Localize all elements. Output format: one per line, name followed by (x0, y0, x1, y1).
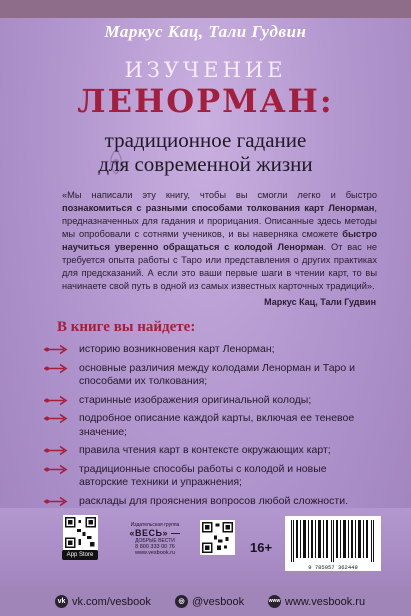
publisher-phone: 8 800 333 00 76 (135, 544, 175, 550)
quote-highlight: быстро научиться уверенно обращаться с колодой Ленорман (62, 229, 377, 252)
social-link-vk[interactable] (55, 595, 151, 608)
features-list (42, 343, 372, 513)
list-item-text: традиционные способы работы с колодой и новые авторские техники и упражнения; (79, 462, 327, 488)
vk-icon: vk (55, 595, 68, 608)
publisher-tagline: ДОБРЫЕ ВЕСТИ (135, 538, 175, 544)
instagram-icon: ◎ (175, 595, 188, 608)
list-item-text: расклады для прояснения вопросов любой сложности. (79, 494, 348, 507)
social-link-text: @vesbook (192, 595, 245, 608)
arrow-bullet-icon (42, 395, 72, 406)
authors: Маркус Кац, Тали Гудвин (104, 22, 307, 41)
globe-icon: www (268, 595, 281, 608)
isbn-digits: 9 785957 362449 (285, 564, 381, 571)
list-item (42, 394, 372, 408)
title-line-2: ЛЕНОРМАН: (77, 82, 334, 120)
isbn-barcode (285, 516, 381, 564)
social-link-instagram[interactable] (175, 595, 244, 608)
title-line-1: ИЗУЧЕНИЕ (124, 58, 287, 82)
publisher-group: Издательская группа (130, 522, 180, 528)
subtitle-line-1: традиционное гадание (104, 128, 307, 152)
arrow-bullet-icon (42, 363, 72, 374)
publisher-site: www.vesbook.ru (134, 550, 176, 556)
list-item (42, 444, 372, 458)
arrow-bullet-icon (42, 344, 72, 355)
list-item (42, 495, 372, 509)
quote-author: Маркус Кац, Тали Гудвин (264, 297, 376, 307)
list-item (42, 362, 372, 389)
age-rating: 16+ (250, 540, 273, 555)
social-link-website[interactable] (268, 595, 365, 608)
quote-text: , предназначенных для гадания и прорицания. Описанные здесь методы мы опробовали с сотнями учеников, и вы наверняка сможете (62, 203, 377, 239)
quote-text: . От вас не требуется опыта работы с Таро или представления о других практиках для предсказаний. А если это ваши первые шаги в чтении карт, то вы начинаете свой путь в одной из самых известных карточных традиций». (62, 242, 378, 291)
list-item-text: старинные изображения оригинальной колоды; (79, 393, 312, 406)
app-store-badge: App Store (62, 550, 98, 560)
list-item (42, 343, 372, 357)
list-item (42, 412, 372, 439)
list-item-text: основные различия между колодами Ленорман и Таро и способами их толкования; (79, 361, 356, 387)
top-edge (0, 0, 411, 18)
list-heading: В книге вы найдете: (57, 319, 196, 335)
publisher-logo (115, 522, 195, 556)
quote-text: «Мы написали эту книгу, чтобы вы смогли легко и быстро (62, 190, 377, 200)
author-quote (62, 189, 377, 293)
arrow-bullet-icon (42, 464, 72, 475)
subtitle-line-2: для современной жизни (98, 152, 313, 176)
social-links-bar (0, 587, 411, 616)
social-link-text: www.vesbook.ru (285, 595, 366, 608)
list-item (42, 463, 372, 490)
list-item-text: историю возникновения карт Ленорман; (79, 343, 275, 355)
arrow-bullet-icon (42, 496, 72, 507)
list-item-text: правила чтения карт в контексте окружающих карт; (79, 444, 331, 456)
arrow-bullet-icon (42, 445, 72, 456)
qr-code-site (200, 520, 235, 555)
quote-highlight: познакомиться с разными способами толкования карт Ленорман (62, 203, 375, 213)
arrow-bullet-icon (42, 413, 72, 424)
qr-code-app (63, 515, 98, 550)
publisher-brand: «ВЕСЬ» — (129, 528, 181, 538)
list-item-text: подробное описание каждой карты, включая ее теневое значение; (79, 412, 355, 438)
social-link-text: vk.com/vesbook (72, 595, 151, 608)
